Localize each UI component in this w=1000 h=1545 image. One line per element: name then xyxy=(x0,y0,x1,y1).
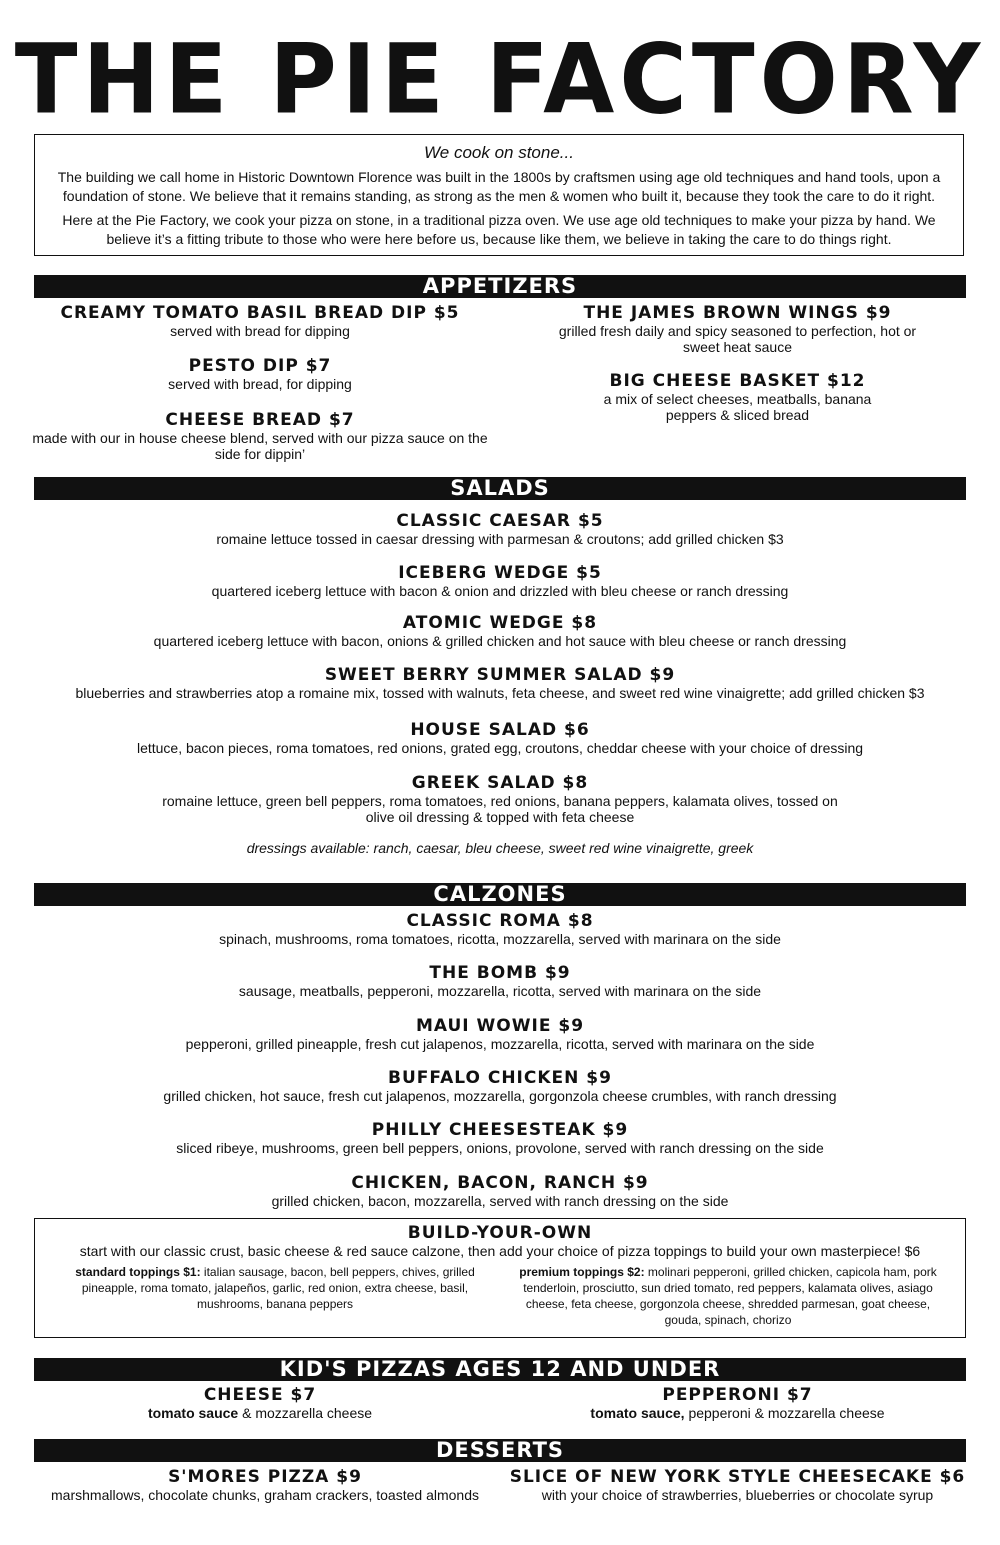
menu-item xyxy=(20,357,500,392)
standard-toppings xyxy=(70,1264,480,1312)
menu-item xyxy=(0,666,1000,701)
item-desc: pepperoni, grilled pineapple, fresh cut jalapenos, mozzarella, ricotta, served with marinara on the side xyxy=(185,1036,815,1052)
menu-item xyxy=(10,1468,520,1503)
menu-item xyxy=(0,564,1000,599)
dressings-note: dressings available: ranch, caesar, bleu cheese, sweet red wine vinaigrette, greek xyxy=(246,840,754,856)
menu-item xyxy=(0,1121,1000,1156)
item-desc: grilled fresh daily and spicy seasoned to perfection, hot or sweet heat sauce xyxy=(558,323,917,355)
item-desc: grilled chicken, hot sauce, fresh cut jalapenos, mozzarella, gorgonzola cheese crumbles, with ranch dressing xyxy=(163,1088,837,1104)
menu-item xyxy=(30,411,490,462)
menu-item xyxy=(555,304,920,355)
desserts-heading: DESSERTS xyxy=(34,1439,966,1462)
item-name: CLASSIC CAESAR $5 xyxy=(396,511,604,531)
menu-item xyxy=(505,1386,970,1421)
menu-item xyxy=(500,1468,975,1503)
item-desc: quartered iceberg lettuce with bacon & onion and drizzled with bleu cheese or ranch dressing xyxy=(211,583,789,599)
item-name: ICEBERG WEDGE $5 xyxy=(398,563,602,583)
item-desc: grilled chicken, bacon, mozzarella, served with ranch dressing on the side xyxy=(271,1193,729,1209)
standard-toppings-label: standard toppings $1: xyxy=(75,1265,201,1279)
item-name: CHEESE $7 xyxy=(203,1385,317,1405)
item-desc: lettuce, bacon pieces, roma tomatoes, red onions, grated egg, croutons, cheddar cheese with your choice of dressing xyxy=(136,740,864,756)
intro-tagline: We cook on stone... xyxy=(424,143,574,162)
menu-item xyxy=(0,1174,1000,1209)
item-desc: spinach, mushrooms, roma tomatoes, ricotta, mozzarella, served with marinara on the side xyxy=(219,931,781,947)
item-name: CHEESE BREAD $7 xyxy=(165,410,355,430)
item-name: PESTO DIP $7 xyxy=(188,356,332,376)
item-name: CREAMY TOMATO BASIL BREAD DIP $5 xyxy=(60,303,460,323)
item-desc: blueberries and strawberries atop a romaine mix, tossed with walnuts, feta cheese, and sweet red wine vinaigrette; add grilled chicken $3 xyxy=(75,685,925,701)
item-name: ATOMIC WEDGE $8 xyxy=(402,613,598,633)
intro-paragraph-1: The building we call home in Historic Downtown Florence was built in the 1800s by craftsmen using age old techniques and hand tools, upon a foundation of stone. We believe that it remains standing, as strong as the men & women who built it, because they took the care to do it right. xyxy=(57,169,941,204)
item-name: HOUSE SALAD $6 xyxy=(410,720,590,740)
item-name: SWEET BERRY SUMMER SALAD $9 xyxy=(324,665,676,685)
item-name: THE BOMB $9 xyxy=(429,963,571,983)
salads-heading: SALADS xyxy=(34,477,966,500)
item-desc: served with bread for dipping xyxy=(170,323,350,339)
item-name: PEPPERONI $7 xyxy=(662,1385,813,1405)
item-desc: pepperoni & mozzarella cheese xyxy=(684,1405,885,1421)
calzones-heading: CALZONES xyxy=(34,883,966,906)
menu-item xyxy=(0,512,1000,547)
item-desc: marshmallows, chocolate chunks, graham crackers, toasted almonds xyxy=(51,1487,479,1503)
menu-item xyxy=(0,721,1000,756)
menu-item xyxy=(0,1017,1000,1052)
item-desc: romaine lettuce, green bell peppers, roma tomatoes, red onions, banana peppers, kalamata olives, tossed on olive oil dressing & topped with feta cheese xyxy=(162,793,838,825)
item-desc-bold: tomato sauce, xyxy=(590,1405,685,1421)
item-name: GREEK SALAD $8 xyxy=(411,773,589,793)
menu-item xyxy=(0,1069,1000,1104)
item-desc-bold: tomato sauce xyxy=(147,1405,239,1421)
intro-box xyxy=(34,134,964,256)
premium-toppings xyxy=(513,1264,943,1328)
menu-item xyxy=(600,372,875,423)
item-desc: sausage, meatballs, pepperoni, mozzarella, ricotta, served with marinara on the side xyxy=(238,983,762,999)
byo-desc: start with our classic crust, basic cheese & red sauce calzone, then add your choice of pizza toppings to build your own masterpiece! $6 xyxy=(79,1243,921,1259)
standard-toppings-list: italian sausage, bacon, bell peppers, chives, grilled pineapple, roma tomato, jalapeños, garlic, red onion, extra cheese, basil, mushrooms, banana peppers xyxy=(81,1265,475,1311)
menu-item xyxy=(20,304,500,339)
kids-heading: KID'S PIZZAS AGES 12 AND UNDER xyxy=(34,1358,966,1381)
item-name: MAUI WOWIE $9 xyxy=(415,1016,585,1036)
intro-paragraph-2: Here at the Pie Factory, we cook your pizza on stone, in a traditional pizza oven. We use age old techniques to make your pizza by hand. We believe it’s a fitting tribute to those who were here before us, because like them, we believe in taking the care to do things right. xyxy=(62,212,936,247)
item-desc: sliced ribeye, mushrooms, green bell peppers, onions, provolone, served with ranch dressing on the side xyxy=(176,1140,824,1156)
item-name: THE JAMES BROWN WINGS $9 xyxy=(583,303,892,323)
premium-toppings-label: premium toppings $2: xyxy=(519,1265,645,1279)
item-desc: made with our in house cheese blend, served with our pizza sauce on the side for dippin’ xyxy=(32,430,488,462)
item-desc: romaine lettuce tossed in caesar dressing with parmesan & croutons; add grilled chicken $3 xyxy=(216,531,784,547)
build-your-own-box xyxy=(34,1218,966,1338)
premium-toppings-list: molinari pepperoni, grilled chicken, capicola ham, pork tenderloin, prosciutto, sun dried tomato, red peppers, kalamata olives, asiago cheese, feta cheese, gorgonzola cheese, shredded parmesan, goat cheese, gouda, spinach, chorizo xyxy=(523,1265,937,1327)
menu-item xyxy=(0,614,1000,649)
page-title: THE PIE FACTORY xyxy=(14,23,986,136)
item-name: CHICKEN, BACON, RANCH $9 xyxy=(351,1173,649,1193)
item-desc: & mozzarella cheese xyxy=(238,1405,373,1421)
menu-item xyxy=(0,964,1000,999)
appetizers-heading: APPETIZERS xyxy=(34,275,966,298)
item-name: BUFFALO CHICKEN $9 xyxy=(388,1068,612,1088)
item-name: CLASSIC ROMA $8 xyxy=(406,911,594,931)
menu-item xyxy=(150,774,850,825)
item-desc: quartered iceberg lettuce with bacon, onions & grilled chicken and hot sauce with bleu cheese or ranch dressing xyxy=(153,633,847,649)
item-desc: a mix of select cheeses, meatballs, banana peppers & sliced bread xyxy=(603,391,872,423)
menu-item xyxy=(0,912,1000,947)
byo-title: BUILD-YOUR-OWN xyxy=(407,1223,593,1243)
item-name: BIG CHEESE BASKET $12 xyxy=(609,371,866,391)
item-desc: served with bread, for dipping xyxy=(168,376,352,392)
item-name: PHILLY CHEESESTEAK $9 xyxy=(371,1120,629,1140)
item-name: SLICE OF NEW YORK STYLE CHEESECAKE $6 xyxy=(509,1467,966,1487)
item-desc: with your choice of strawberries, blueberries or chocolate syrup xyxy=(541,1487,934,1503)
item-name: S'MORES PIZZA $9 xyxy=(168,1467,362,1487)
menu-item xyxy=(20,1386,500,1421)
